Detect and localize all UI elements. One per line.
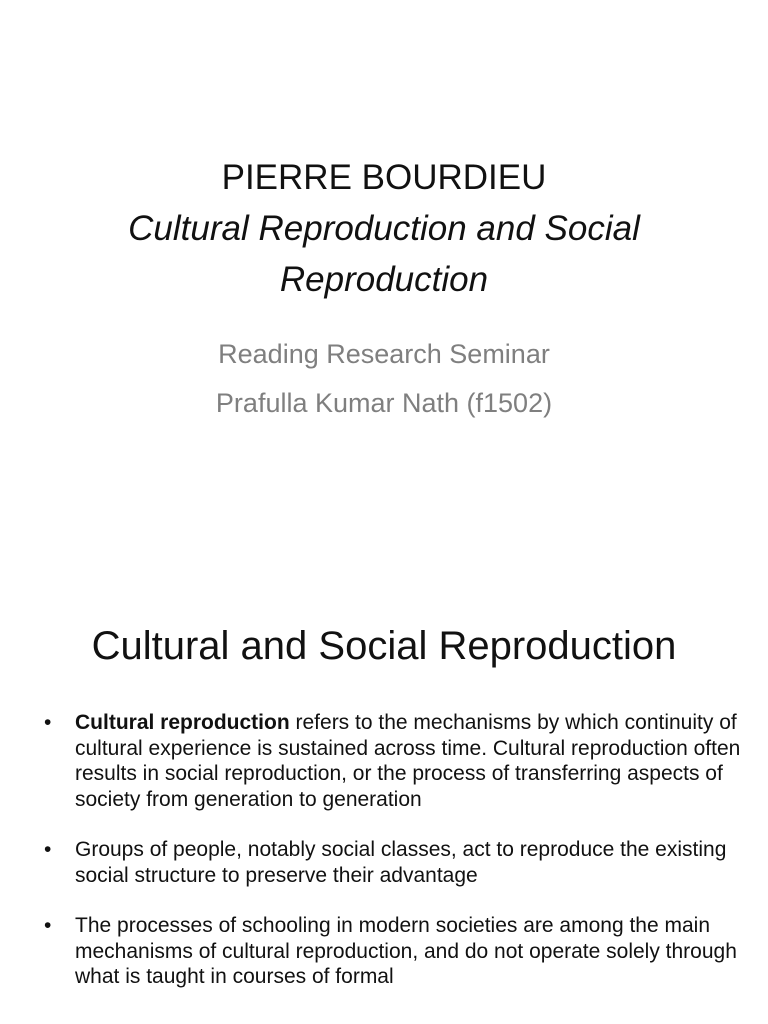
bullet-text: refers to the mechanisms by which continuity of cultural experience is sustained across time. Cultural reproduction often results in social reproduction, or the process of transferring aspects of society from generation to generation	[75, 711, 741, 811]
slide-title	[0, 152, 768, 305]
bullet-item	[44, 913, 744, 990]
bullet-text: The processes of schooling in modern societies are among the main mechanisms of cultural reproduction, and do not operate solely through what is taught in courses of formal	[75, 914, 737, 988]
title-work-line-2: Reproduction	[279, 260, 489, 299]
content-slide-title: Cultural and Social Reproduction	[91, 624, 677, 668]
title-work-line-1: Cultural Reproduction and Social	[128, 209, 640, 248]
bullet-item	[44, 837, 744, 888]
subtitle-seminar: Reading Research Seminar	[218, 339, 550, 369]
bullet-icon: •	[44, 711, 52, 734]
content-slide	[0, 576, 768, 1024]
subtitle-presenter: Prafulla Kumar Nath (f1502)	[215, 388, 553, 418]
bullet-icon: •	[44, 838, 52, 861]
bullet-list	[44, 710, 744, 1015]
slide-subtitle	[0, 330, 768, 428]
bullet-term: Cultural reproduction	[75, 711, 290, 734]
bullet-item	[44, 710, 744, 812]
bullet-text: Groups of people, notably social classes, act to reproduce the existing social structure to preserve their advantage	[75, 838, 727, 887]
bullet-icon: •	[44, 914, 52, 937]
title-author: PIERRE BOURDIEU	[221, 158, 547, 197]
